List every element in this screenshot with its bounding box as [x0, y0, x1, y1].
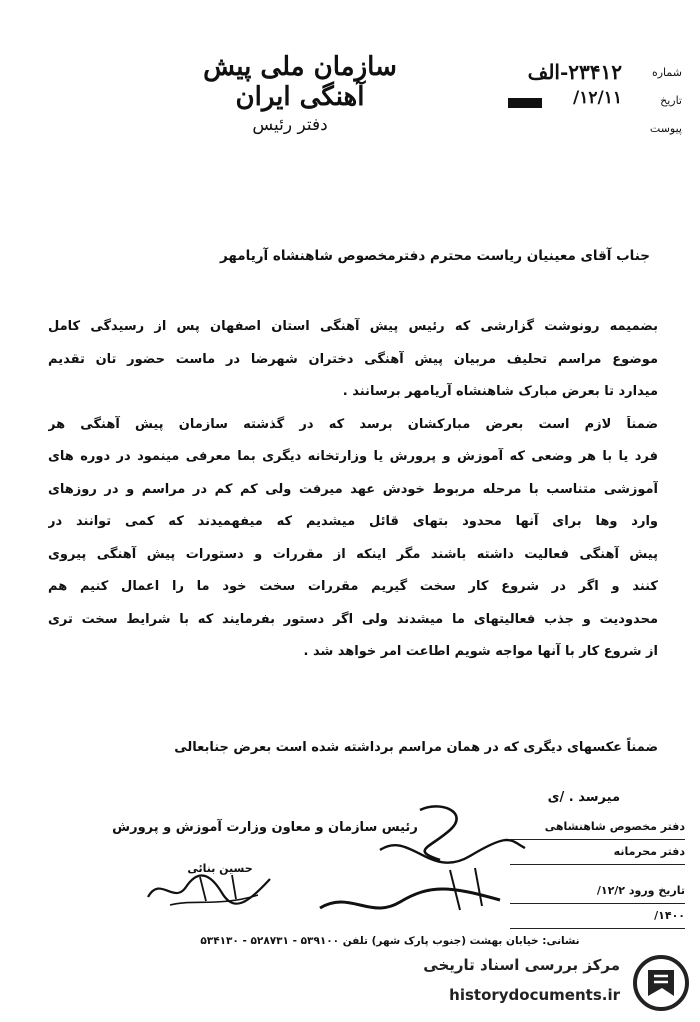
handwritten-annotation: [300, 790, 530, 930]
letter-meta: [462, 60, 682, 144]
archive-logo-icon: [632, 954, 690, 1012]
body-line: فرد یا با هر وضعی که آموزش و پرورش یا وزارتخانه دیگری بما معرفی مینمود در دوره های: [48, 449, 658, 464]
watermark-title: مرکز بررسی اسناد تاریخی: [423, 956, 620, 974]
stamp-line: دفتر مخصوص شاهنشاهی: [510, 815, 685, 840]
body-line: وارد وها برای آنها محدود بتهای قائل میشدیم که میفهمیدند که کمی توانند در: [48, 514, 658, 529]
signature-scribble: [140, 865, 280, 915]
number-label: شماره: [651, 66, 682, 79]
salutation: جناب آقای معینیان ریاست محترم دفترمخصوص شاهنشاه آریامهر: [219, 248, 650, 264]
address-footer: نشانی: خیابان بهشت (جنوب پارک شهر) تلفن ۵۳۹۱۰۰ - ۵۲۸۷۳۱ - ۵۳۴۱۳۰: [200, 935, 580, 947]
redaction-mark: [508, 98, 542, 108]
body-line: میدارد تا بعرض مبارک شاهنشاه آریامهر برسانند .: [342, 384, 658, 399]
watermark-url: historydocuments.ir: [449, 986, 620, 1004]
date-row: [462, 88, 682, 116]
archive-watermark: [394, 950, 694, 1016]
second-note: ضمناً عکسهای دیگری که در همان مراسم برداشته شده است بعرض جنابعالی: [174, 740, 658, 755]
registry-stamp: [510, 815, 685, 929]
body-line: ضمناً لازم است بعرض مبارکشان برسد که در گذشته سازمان پیش آهنگی هر: [48, 416, 658, 432]
body-line: از شروع کار با آنها مواجه شویم اطاعت امر خواهد شد .: [303, 644, 658, 659]
number-value: ۲۳۴۱۲-الف: [527, 60, 622, 84]
attachment-row: [462, 116, 682, 144]
signatory-title: رئیس سازمان و معاون وزارت آموزش و پرورش: [112, 820, 418, 835]
body-line: محدودیت و جذب فعالیتهای ما میشدند ولی اگر دستور بفرمایند که با شرایط سخت تری: [48, 611, 658, 627]
closing-line: میرسد . /ی: [547, 790, 620, 805]
date-value: ۱۲/۱۱/: [573, 88, 622, 108]
body-line: پیش آهنگی فعالیت داشته باشند مگر اینکه از مقررات و دستورات پیش آهنگی پیروی: [48, 546, 658, 562]
number-row: [462, 60, 682, 88]
organization-title: سازمان ملی پیش آهنگی ایران: [203, 52, 397, 112]
letter-body: [48, 318, 658, 676]
body-line: آموزشی متناسب با مرحله مربوط خودش عهد میرفت ولی کم کم در مراسم و در روزهای: [48, 481, 658, 497]
body-line: بضمیمه رونوشت گزارشی که رئیس پیش آهنگی استان اصفهان پس از رسیدگی کامل: [48, 319, 658, 334]
body-line: کنند و اگر در شروع کار سخت گیریم مقررات سخت خود ما را اعمال کنیم هم: [48, 579, 658, 594]
date-label: تاریخ: [660, 94, 682, 107]
stamp-line: دفتر محرمانه: [510, 840, 685, 865]
body-line: موضوع مراسم تحلیف مربیان پیش آهنگی دختران شهرضا در ماست حضور تان تقدیم: [48, 351, 658, 367]
office-subtitle: دفتر رئیس: [252, 115, 328, 135]
signatory-name: حسین بنائی: [187, 862, 253, 875]
stamp-line: تاریخ ورود ۱۲/۲/: [510, 879, 685, 904]
attachment-label: پیوست: [649, 122, 682, 135]
stamp-line: ۱۴۰۰/: [510, 904, 685, 929]
